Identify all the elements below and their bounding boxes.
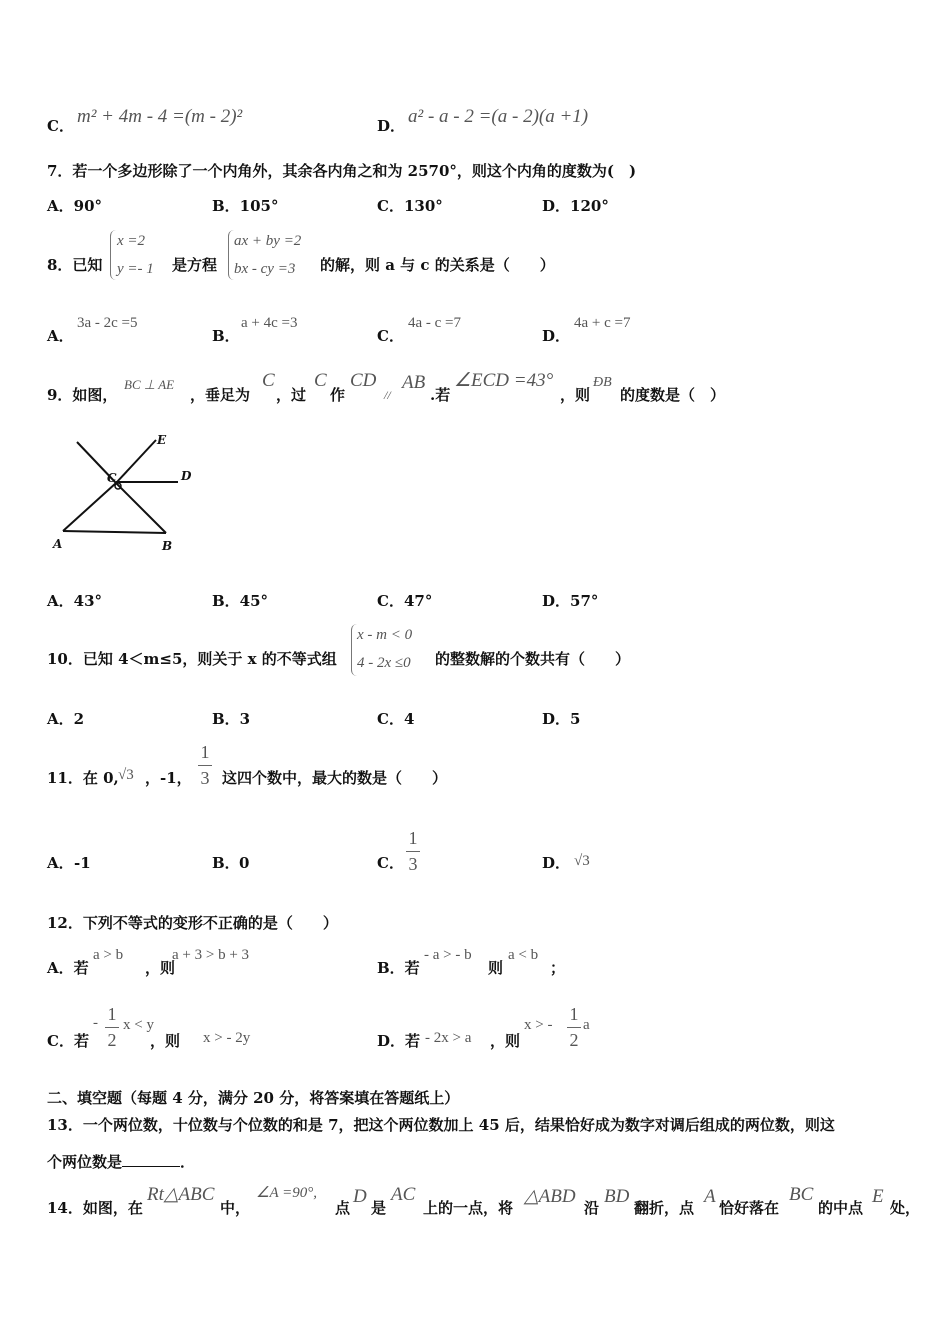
q11-pre: 11．在 0, xyxy=(47,769,119,787)
option-label: B． xyxy=(212,327,240,345)
q9-text: ，垂足为 xyxy=(190,386,251,404)
option-a-label: A．若 xyxy=(47,959,89,977)
q9-text: 的度数是（ ） xyxy=(620,386,726,404)
option-label: C． xyxy=(377,327,404,345)
q11-post: 这四个数中，最大的数是（ ） xyxy=(222,769,448,787)
option-b: B．105° xyxy=(212,197,279,215)
option-label: A． xyxy=(47,854,74,872)
text: ，则 xyxy=(490,1032,521,1050)
line-ab xyxy=(63,531,166,533)
math: a > b xyxy=(93,947,124,963)
option-a: 3a - 2c =5 xyxy=(77,315,138,331)
inequality: x - m < 0 xyxy=(357,627,413,643)
math: x > - 2y xyxy=(203,1030,251,1046)
option-d: D．5 xyxy=(542,710,581,728)
text: ，则 xyxy=(150,1032,181,1050)
option-a: A．43° xyxy=(47,592,103,610)
option-d: D．57° xyxy=(542,592,599,610)
brace xyxy=(110,230,116,280)
equation: ax + by =2 xyxy=(234,233,302,249)
question-8-mid: 是方程 xyxy=(172,256,218,274)
q14-text: 上的一点，将 xyxy=(423,1199,514,1217)
option-label: C． xyxy=(377,854,404,872)
q14-text: 中， xyxy=(220,1199,251,1217)
option-d-label: D．若 xyxy=(377,1032,421,1050)
question-8-post: 的解，则 a 与 c 的关系是（ ） xyxy=(320,256,555,274)
numerator: 1 xyxy=(569,1004,579,1024)
option-a: -1 xyxy=(74,854,91,872)
math: a + 3 > b + 3 xyxy=(172,947,250,963)
q9-math: ÐB xyxy=(593,375,612,390)
q14-text: 点 xyxy=(335,1199,351,1217)
option-label: C． xyxy=(47,117,74,135)
q9-math: // xyxy=(384,388,391,402)
equation: bx - cy =3 xyxy=(234,261,296,277)
q14-math: E xyxy=(872,1186,884,1207)
q9-math: C xyxy=(262,370,275,391)
geometry-figure xyxy=(40,420,220,560)
option-a: A．2 xyxy=(47,710,85,728)
q9-text: 作 xyxy=(330,386,346,404)
math: a < b xyxy=(508,947,539,963)
line-ca xyxy=(63,483,116,531)
label-e: E xyxy=(157,433,167,447)
option-b: 0 xyxy=(239,854,250,872)
math: - xyxy=(93,1015,98,1031)
q11-mid: ，-1， xyxy=(145,769,192,787)
q10-post: 的整数解的个数共有（ ） xyxy=(435,650,631,668)
option-c-label: C．若 xyxy=(47,1032,89,1050)
q9-text: ，过 xyxy=(276,386,307,404)
math: x < y xyxy=(123,1017,154,1033)
text: ，则 xyxy=(145,959,176,977)
option-math: m² + 4m - 4 =(m - 2)² xyxy=(77,106,243,127)
answer-blank[interactable] xyxy=(122,1166,180,1167)
option-b: B．3 xyxy=(212,710,251,728)
text: ． xyxy=(180,1153,196,1171)
denominator: 2 xyxy=(107,1030,117,1050)
numerator: 1 xyxy=(107,1004,117,1024)
option-label: D． xyxy=(542,327,571,345)
denominator: 2 xyxy=(569,1030,579,1050)
q14-text: 恰好落在 xyxy=(719,1199,780,1217)
q9-math: ∠ECD =43° xyxy=(454,370,554,391)
text: ； xyxy=(550,959,566,977)
equation: x =2 xyxy=(117,233,146,249)
label-a: A xyxy=(53,537,63,551)
q9-math: BC ⊥ AE xyxy=(124,377,175,392)
q14-math: BC xyxy=(789,1184,814,1205)
math: x > - xyxy=(524,1017,553,1033)
option-label: D． xyxy=(542,854,571,872)
q10-pre: 10．已知 4＜m≤5，则关于 x 的不等式组 xyxy=(47,650,337,668)
text: 则 xyxy=(488,959,504,977)
q14-text: 处， xyxy=(890,1199,921,1217)
option-b-label: B．若 xyxy=(377,959,420,977)
option-b: a + 4c =3 xyxy=(241,315,298,331)
q13-line1: 13．一个两位数，十位数与个位数的和是 7，把这个两位数加上 45 后，结果恰好成为数字对调后组成的两位数，则这 xyxy=(47,1116,835,1134)
q9-text: .若 xyxy=(430,386,451,404)
question-7-stem: 7．若一个多边形除了一个内角外，其余各内角之和为 2570°，则这个内角的度数为( ) xyxy=(47,162,637,180)
q14-text: 翻折，点 xyxy=(634,1199,695,1217)
option-c: C．4 xyxy=(377,710,415,728)
q14-math: BD xyxy=(604,1186,630,1207)
q14-math: D xyxy=(353,1186,367,1207)
option-c-fraction xyxy=(406,828,420,875)
q9-text: ，则 xyxy=(560,386,591,404)
option-label: B． xyxy=(212,854,240,872)
line-ce xyxy=(116,440,156,483)
q14-math: Rt△ABC xyxy=(147,1184,215,1205)
fraction-one-third xyxy=(198,742,212,789)
fraction-half xyxy=(567,1004,581,1051)
math: - a > - b xyxy=(424,947,472,963)
q12-stem: 12．下列不等式的变形不正确的是（ ） xyxy=(47,914,338,932)
q14-text: 14．如图，在 xyxy=(47,1199,143,1217)
q9-math: CD xyxy=(350,370,377,391)
question-8-pre: 8．已知 xyxy=(47,256,103,274)
option-d: 4a + c =7 xyxy=(574,315,631,331)
q14-math: AC xyxy=(391,1184,416,1205)
q14-math: ∠A =90°, xyxy=(256,1185,317,1201)
numerator: 1 xyxy=(408,828,418,848)
text: 个两位数是 xyxy=(47,1153,123,1171)
q9-text: 9．如图， xyxy=(47,386,118,404)
line-cb xyxy=(116,483,166,533)
fraction-half xyxy=(105,1004,119,1051)
sqrt3: √3 xyxy=(118,767,134,783)
label-d: D xyxy=(181,469,192,483)
section-heading: 二、填空题（每题 4 分，满分 20 分，将答案填在答题纸上） xyxy=(47,1089,460,1107)
option-c: C．130° xyxy=(377,197,443,215)
option-c: C．47° xyxy=(377,592,433,610)
q14-math: △ABD xyxy=(524,1186,576,1207)
math: a xyxy=(583,1017,590,1033)
equation: y =- 1 xyxy=(117,261,154,277)
option-label: A． xyxy=(47,327,74,345)
option-a: A．90° xyxy=(47,197,103,215)
q14-math: A xyxy=(704,1186,716,1207)
option-c: 4a - c =7 xyxy=(408,315,462,331)
q14-text: 是 xyxy=(371,1199,387,1217)
math: - 2x > a xyxy=(425,1030,472,1046)
denominator: 3 xyxy=(408,854,418,874)
inequality: 4 - 2x ≤0 xyxy=(357,655,411,671)
denominator: 3 xyxy=(200,768,210,788)
label-c: C xyxy=(107,471,117,485)
numerator: 1 xyxy=(200,742,210,762)
option-math: a² - a - 2 =(a - 2)(a +1) xyxy=(408,106,589,127)
option-d: D．120° xyxy=(542,197,609,215)
q9-math: AB xyxy=(402,372,426,393)
option-b: B．45° xyxy=(212,592,269,610)
q9-math: C xyxy=(314,370,327,391)
option-d: √3 xyxy=(574,853,590,869)
option-label: D． xyxy=(377,117,406,135)
q13-line2 xyxy=(47,1153,195,1171)
q14-text: 沿 xyxy=(584,1199,600,1217)
label-b: B xyxy=(162,539,173,553)
q14-text: 的中点 xyxy=(818,1199,864,1217)
